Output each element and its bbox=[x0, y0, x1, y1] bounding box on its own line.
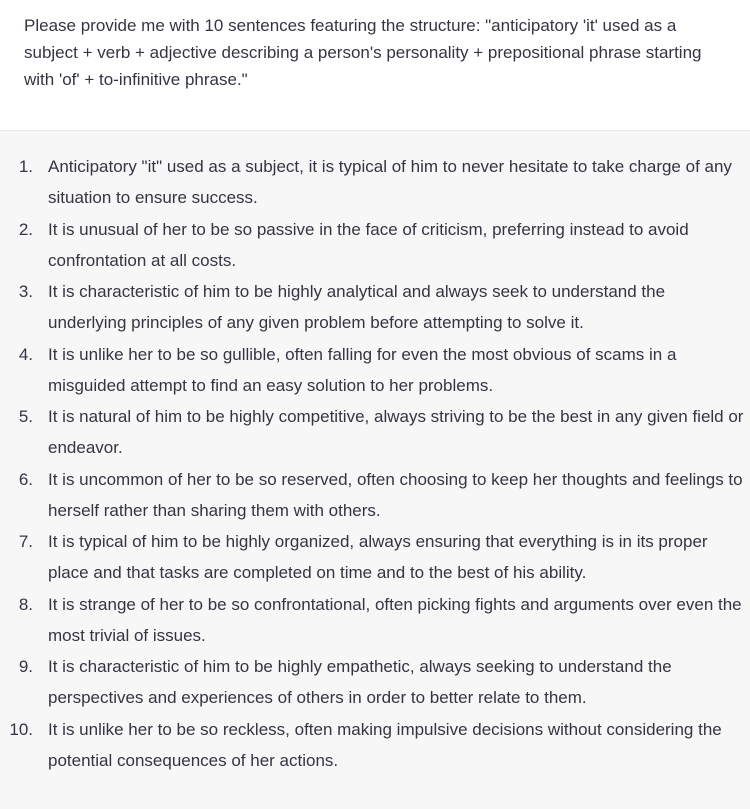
list-item-text: It is characteristic of him to be highly analytical and always seek to understand the underlying principles of any given problem before attempting to solve it. bbox=[48, 282, 666, 333]
list-item-text: It is unusual of her to be so passive in the face of criticism, preferring instead to avoid confrontation at all costs. bbox=[48, 219, 689, 270]
list-item bbox=[0, 526, 750, 589]
list-item-text: It is typical of him to be highly organized, always ensuring that everything is in its proper place and that tasks are completed on time and to the best of his ability. bbox=[48, 532, 708, 583]
list-item bbox=[0, 214, 750, 277]
list-item-number: 6. bbox=[18, 469, 33, 489]
list-item-text: It is uncommon of her to be so reserved, often choosing to keep her thoughts and feelings to herself rather than sharing them with others. bbox=[48, 469, 743, 520]
list-item-number: 1. bbox=[18, 157, 33, 176]
list-item-number: 9. bbox=[18, 657, 33, 676]
answer-list bbox=[0, 151, 750, 776]
assistant-response bbox=[0, 131, 750, 776]
list-item bbox=[0, 276, 750, 339]
list-item-text: It is characteristic of him to be highly empathetic, always seeking to understand the perspectives and experiences of others in order to better relate to them. bbox=[48, 657, 672, 708]
list-item bbox=[0, 651, 750, 714]
list-item bbox=[0, 589, 750, 652]
list-item-number: 3. bbox=[18, 282, 33, 301]
list-item bbox=[0, 464, 750, 527]
user-message-text: Please provide me with 10 sentences featuring the structure: "anticipatory 'it' used as a subject + verb + adjective describing a person's personality + prepositional phrase starting with 'of' + to-infinitive phrase." bbox=[24, 16, 702, 89]
list-item-text: Anticipatory "it" used as a subject, it is typical of him to never hesitate to take charge of any situation to ensure success. bbox=[48, 157, 732, 208]
list-item bbox=[0, 714, 750, 777]
user-message bbox=[0, 0, 750, 131]
list-item-number: 5. bbox=[18, 407, 33, 426]
list-item-text: It is unlike her to be so reckless, often making impulsive decisions without considering the potential consequences of her actions. bbox=[48, 719, 722, 770]
list-item-text: It is strange of her to be so confrontational, often picking fights and arguments over even the most trivial of issues. bbox=[48, 594, 742, 645]
list-item bbox=[0, 151, 750, 214]
list-item-number: 8. bbox=[18, 594, 33, 614]
list-item bbox=[0, 339, 750, 402]
list-item bbox=[0, 401, 750, 464]
list-item-text: It is natural of him to be highly competitive, always striving to be the best in any given field or endeavor. bbox=[48, 407, 744, 458]
list-item-text: It is unlike her to be so gullible, often falling for even the most obvious of scams in a misguided attempt to find an easy solution to her problems. bbox=[48, 344, 677, 395]
list-item-number: 7. bbox=[18, 532, 33, 551]
list-item-number: 4. bbox=[18, 344, 33, 364]
list-item-number: 2. bbox=[18, 219, 33, 239]
list-item-number: 10. bbox=[9, 719, 33, 739]
